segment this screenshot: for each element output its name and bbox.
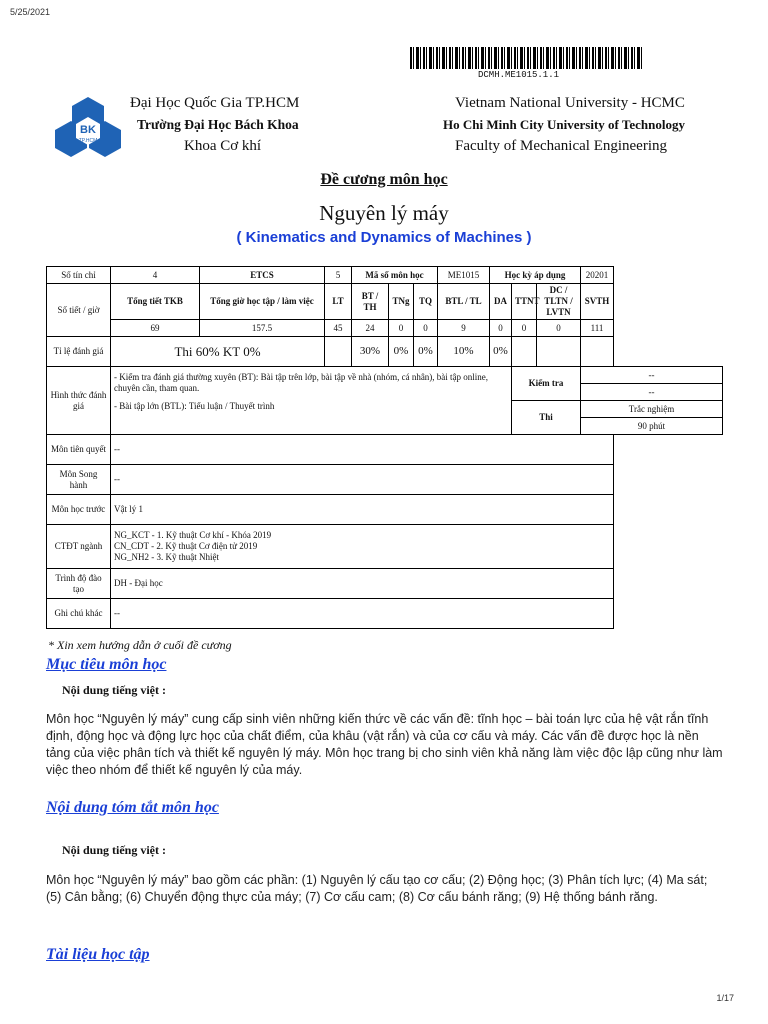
eval-text-1: - Kiểm tra đánh giá thường xuyên (BT): Bài tập trên lớp, bài tập về nhà (nhóm, cá nhân), bài tập online, chuyên cần, tham quan. (114, 372, 489, 393)
hours-value: 24 (352, 320, 389, 337)
eval-label: Hình thức đánh giá (47, 367, 111, 435)
objectives-heading: Mục tiêu môn học (46, 656, 167, 673)
en-university: Vietnam National University - HCMC (455, 95, 685, 111)
before-value: Vật lý 1 (111, 495, 614, 525)
notes-label: Ghi chú khác (47, 599, 111, 629)
row-before (47, 495, 723, 525)
ratio-empty (325, 337, 352, 367)
etcs-label: ETCS (200, 267, 325, 284)
vi-school: Trường Đại Học Bách Khoa (137, 117, 299, 132)
program-item: NG_NH2 - 3. Kỹ thuật Nhiệt (114, 552, 219, 562)
semester-value: 20201 (581, 267, 614, 284)
hours-header: DC / TLTN / LVTN (537, 284, 581, 320)
prereq-value: -- (111, 435, 614, 465)
logo-subtext: TP.HCM (78, 138, 98, 144)
hours-header: TQ (414, 284, 438, 320)
ratio-empty (537, 337, 581, 367)
credits-label: Số tín chỉ (47, 267, 111, 284)
en-faculty: Faculty of Mechanical Engineering (455, 138, 668, 154)
eval-description (111, 367, 512, 435)
ratio-value: 10% (438, 337, 490, 367)
row-hours-values (47, 320, 723, 337)
row-notes (47, 599, 723, 629)
row-coreq (47, 465, 723, 495)
kiemtra-label: Kiểm tra (512, 367, 581, 401)
page-number: 1/17 (716, 993, 734, 1003)
en-school: Ho Chi Minh City University of Technology (443, 117, 685, 132)
ratio-value: 0% (414, 337, 438, 367)
materials-heading: Tài liệu học tập (46, 946, 150, 963)
kiemtra-value: -- (581, 367, 723, 384)
hours-value: 0 (537, 320, 581, 337)
ratio-value: 30% (352, 337, 389, 367)
program-item: CN_CDT - 2. Kỹ thuật Cơ điện tử 2019 (114, 541, 258, 551)
ratio-label: Tỉ lệ đánh giá (47, 337, 111, 367)
course-name-en: ( Kinematics and Dynamics of Machines ) (236, 229, 532, 246)
print-date: 5/25/2021 (10, 7, 51, 17)
ratio-value: 0% (490, 337, 512, 367)
kiemtra-value: -- (581, 384, 723, 401)
credits-value: 4 (111, 267, 200, 284)
summary-subheading: Nội dung tiếng việt : (62, 843, 167, 857)
hours-header: LT (325, 284, 352, 320)
hours-value: 0 (414, 320, 438, 337)
coreq-value: -- (111, 465, 614, 495)
code-value: ME1015 (438, 267, 490, 284)
etcs-value: 5 (325, 267, 352, 284)
eval-text-2: - Bài tập lớn (BTL): Tiểu luận / Thuyết trình (114, 401, 275, 411)
hours-header: Tổng tiết TKB (111, 284, 200, 320)
before-label: Môn học trước (47, 495, 111, 525)
vi-faculty: Khoa Cơ khí (184, 138, 262, 154)
code-label: Mã số môn học (352, 267, 438, 284)
prereq-label: Môn tiên quyết (47, 435, 111, 465)
semester-label: Học kỳ áp dụng (490, 267, 581, 284)
doc-type-title: Đề cương môn học (320, 171, 448, 188)
ratio-empty (512, 337, 537, 367)
thi-label: Thi (512, 401, 581, 435)
hours-value: 69 (111, 320, 200, 337)
program-item: NG_KCT - 1. Kỹ thuật Cơ khí - Khóa 2019 (114, 530, 272, 540)
hours-value: 45 (325, 320, 352, 337)
hours-header: TTNT (512, 284, 537, 320)
hours-header: BT / TH (352, 284, 389, 320)
coreq-label: Môn Song hành (47, 465, 111, 495)
thi-value: Trắc nghiệm (581, 401, 723, 418)
hours-value: 111 (581, 320, 614, 337)
thi-value: 90 phút (581, 418, 723, 435)
hours-header: DA (490, 284, 512, 320)
hours-header: BTL / TL (438, 284, 490, 320)
row-level (47, 569, 723, 599)
university-logo (53, 95, 123, 159)
summary-paragraph: Môn học “Nguyên lý máy” bao gồm các phần: (1) Nguyên lý cấu tạo cơ cấu; (2) Động học; (3) Phân tích lực; (4) Ma sát; (5) Cân bằng; (6) Chuyển động thực của máy; (7) Cơ cấu cam; (8) Cơ cấu bánh răng; (9) Hệ thống bánh răng. (46, 873, 708, 904)
logo-text: BK (80, 124, 96, 136)
hours-value: 157.5 (200, 320, 325, 337)
hours-header: SVTH (581, 284, 614, 320)
program-list (111, 525, 614, 569)
row-prereq (47, 435, 723, 465)
row-hours-headers (47, 284, 723, 320)
course-info-table (46, 266, 723, 629)
barcode-code: DCMH.ME1015.1.1 (478, 70, 560, 80)
ratio-main: Thi 60% KT 0% (111, 337, 325, 367)
barcode (410, 47, 644, 69)
row-program (47, 525, 723, 569)
ratio-empty (581, 337, 614, 367)
ratio-value: 0% (389, 337, 414, 367)
hours-header: Tổng giờ học tập / làm việc (200, 284, 325, 320)
row-eval-1 (47, 367, 723, 384)
row-credits (47, 267, 723, 284)
hours-value: 0 (490, 320, 512, 337)
hours-header: TNg (389, 284, 414, 320)
hours-value: 9 (438, 320, 490, 337)
footnote: * Xin xem hướng dẫn ở cuối đề cương (48, 638, 232, 652)
hours-label: Số tiết / giờ (47, 284, 111, 337)
hours-value: 0 (512, 320, 537, 337)
level-label: Trình độ đào tạo (47, 569, 111, 599)
program-label: CTĐT ngành (47, 525, 111, 569)
notes-value: -- (111, 599, 614, 629)
summary-heading: Nội dung tóm tắt môn học (46, 799, 219, 816)
vi-university: Đại Học Quốc Gia TP.HCM (130, 95, 300, 111)
objectives-subheading: Nội dung tiếng việt : (62, 683, 167, 697)
row-ratio (47, 337, 723, 367)
objectives-paragraph: Môn học “Nguyên lý máy” cung cấp sinh viên những kiến thức về các vấn đề: tĩnh học – bài toán lực của hệ vật rắn tĩnh định, động học và động lực học của chất điểm, của khâu (vật rắn) và của cơ cấu và máy. Các vấn đề được học là nền tảng của việc phân tích và thiết kế nguyên lý máy. Môn học trang bị cho sinh viên khả năng làm việc độc lập cũng như làm việc theo nhóm để thiết kế nguyên lý của máy. (46, 712, 723, 777)
level-value: DH - Đại học (111, 569, 614, 599)
course-name-vi: Nguyên lý máy (319, 201, 449, 225)
hours-value: 0 (389, 320, 414, 337)
